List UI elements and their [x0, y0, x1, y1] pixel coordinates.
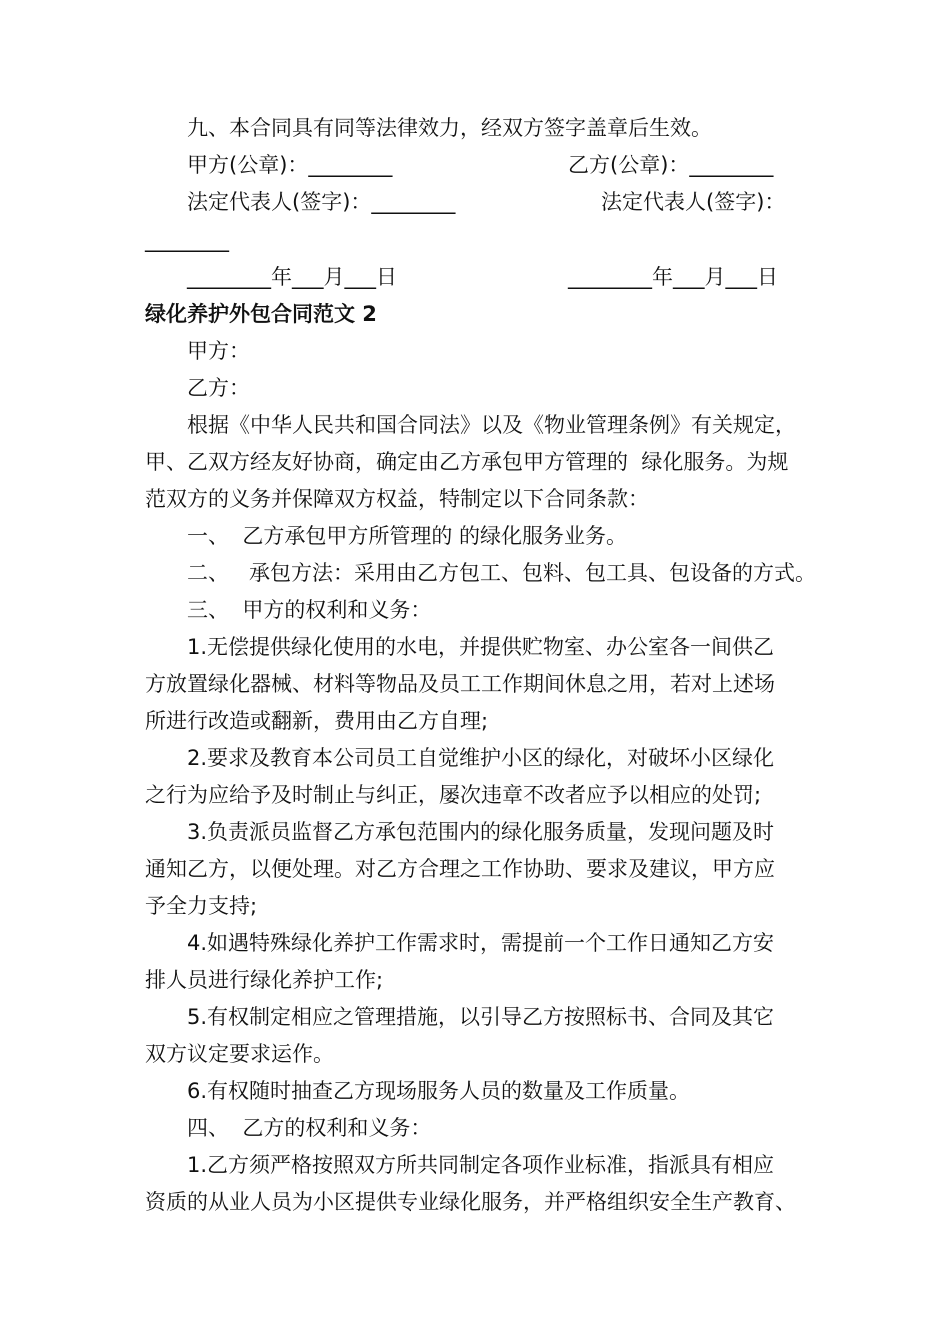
- party-a-label: 甲方：: [187, 339, 250, 363]
- clause-item-1: 一、 乙方承包甲方所管理的 的绿化服务业务。: [187, 524, 628, 548]
- party-a-duty-3: 通知乙方，以便处理。对乙方合理之工作协助、要求及建议，甲方应: [145, 857, 775, 881]
- party-a-duty-5: 双方议定要求运作。: [145, 1042, 334, 1066]
- intro-line: 根据《中华人民共和国合同法》以及《物业管理条例》有关规定，: [187, 413, 796, 437]
- party-a-duty-1: 1.无偿提供绿化使用的水电，并提供贮物室、办公室各一间供乙: [187, 635, 775, 659]
- party-b-rep-line: 法定代表人(签字)：: [601, 190, 786, 214]
- party-a-duty-4: 排人员进行绿化养护工作;: [145, 968, 384, 992]
- party-b-seal-line: 乙方(公章)：________: [568, 153, 774, 177]
- clause-9: 九、本合同具有同等法律效力，经双方签字盖章后生效。: [187, 116, 712, 140]
- party-a-duty-1: 方放置绿化器械、材料等物品及员工工作期间休息之用，若对上述场: [145, 672, 775, 696]
- intro-line: 范双方的义务并保障双方权益，特制定以下合同条款：: [145, 487, 649, 511]
- party-a-seal-line: 甲方(公章)：________: [187, 153, 393, 177]
- section-heading: 绿化养护外包合同范文 2: [145, 302, 377, 326]
- party-a-duty-6: 6.有权随时抽查乙方现场服务人员的数量及工作质量。: [187, 1079, 691, 1103]
- party-a-duty-4: 4.如遇特殊绿化养护工作需求时，需提前一个工作日通知乙方安: [187, 931, 775, 955]
- party-b-duty-1: 1.乙方须严格按照双方所共同制定各项作业标准，指派具有相应: [187, 1153, 775, 1177]
- party-a-duty-3: 予全力支持;: [145, 894, 258, 918]
- clause-item-4: 四、 乙方的权利和义务：: [187, 1116, 432, 1140]
- party-b-date: ________年___月___日: [568, 265, 778, 289]
- clause-item-2: 二、 承包方法：采用由乙方包工、包料、包工具、包设备的方式。: [187, 561, 817, 585]
- party-a-rep-line: 法定代表人(签字)：________: [187, 190, 456, 214]
- clause-item-3: 三、 甲方的权利和义务：: [187, 598, 432, 622]
- party-b-rep-blank: ________: [145, 228, 229, 252]
- party-b-label: 乙方：: [187, 376, 250, 400]
- party-a-duty-1: 所进行改造或翻新，费用由乙方自理;: [145, 709, 489, 733]
- party-b-duty-1: 资质的从业人员为小区提供专业绿化服务，并严格组织安全生产教育、: [145, 1190, 796, 1214]
- party-a-duty-5: 5.有权制定相应之管理措施，以引导乙方按照标书、合同及其它: [187, 1005, 775, 1029]
- party-a-duty-2: 之行为应给予及时制止与纠正，屡次违章不改者应予以相应的处罚;: [145, 783, 762, 807]
- intro-line: 甲、乙双方经友好协商，确定由乙方承包甲方管理的 绿化服务。为规: [145, 450, 789, 474]
- party-a-duty-2: 2.要求及教育本公司员工自觉维护小区的绿化，对破坏小区绿化: [187, 746, 775, 770]
- party-a-duty-3: 3.负责派员监督乙方承包范围内的绿化服务质量，发现问题及时: [187, 820, 775, 844]
- party-a-date: ________年___月___日: [187, 265, 397, 289]
